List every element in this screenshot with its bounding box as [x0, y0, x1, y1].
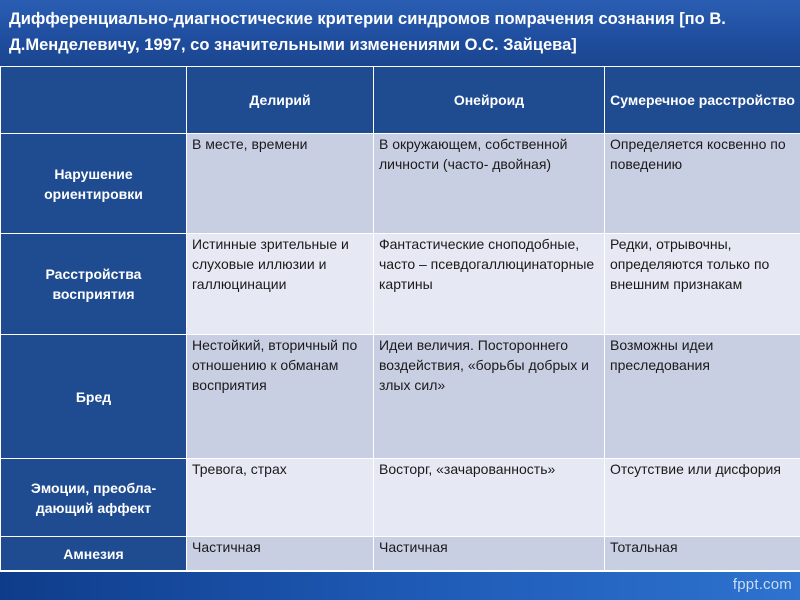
table-corner-cell: [1, 67, 187, 134]
criteria-table: [0, 66, 800, 571]
row-header-orientation: Нарушение ориентировки: [1, 134, 187, 234]
table-row: [1, 234, 800, 335]
table-row: [1, 134, 800, 234]
table-cell: В месте, времени: [187, 134, 374, 234]
column-header-twilight: Сумеречное расстройство: [605, 67, 800, 134]
table-cell: Частичная: [374, 537, 605, 571]
table-cell: Определяется косвенно по поведению: [605, 134, 800, 234]
table-cell: Истинные зрительные и слуховые иллюзии и галлюцинации: [187, 234, 374, 335]
footer-band: [0, 572, 800, 600]
column-header-oneiroid: Онейроид: [374, 67, 605, 134]
column-header-delirium: Делирий: [187, 67, 374, 134]
table-cell: Частичная: [187, 537, 374, 571]
table-cell: Тотальная: [605, 537, 800, 571]
table-cell: Редки, отрывочны, определяются только по внешним признакам: [605, 234, 800, 335]
row-header-delusion: Бред: [1, 335, 187, 459]
table-cell: В окружающем, собственной личности (часто- двойная): [374, 134, 605, 234]
table-cell: Нестойкий, вторичный по отношению к обманам восприятия: [187, 335, 374, 459]
table-cell: Отсутствие или дисфория: [605, 459, 800, 537]
table-row: [1, 335, 800, 459]
title-bar: [0, 0, 800, 66]
table-cell: Возможны идеи преследования: [605, 335, 800, 459]
table-cell: Восторг, «зачарованность»: [374, 459, 605, 537]
table-header-row: [1, 67, 800, 134]
watermark-text: fppt.com: [732, 576, 792, 593]
table-cell: Фантастические сноподобные, часто – псевдогаллюцинаторные картины: [374, 234, 605, 335]
table-row: [1, 537, 800, 571]
slide-title: Дифференциально-диагностические критерии синдромов помрачения сознания [по В. Д.Менделевичу, 1997, со значительными изменениями О.С. Зайцева]: [9, 10, 726, 54]
table-cell: Тревога, страх: [187, 459, 374, 537]
row-header-perception: Расстройства восприятия: [1, 234, 187, 335]
row-header-amnesia: Амнезия: [1, 537, 187, 571]
row-header-emotions: Эмоции, преобла-дающий аффект: [1, 459, 187, 537]
table-row: [1, 459, 800, 537]
table-cell: Идеи величия. Постороннего воздействия, «борьбы добрых и злых сил»: [374, 335, 605, 459]
